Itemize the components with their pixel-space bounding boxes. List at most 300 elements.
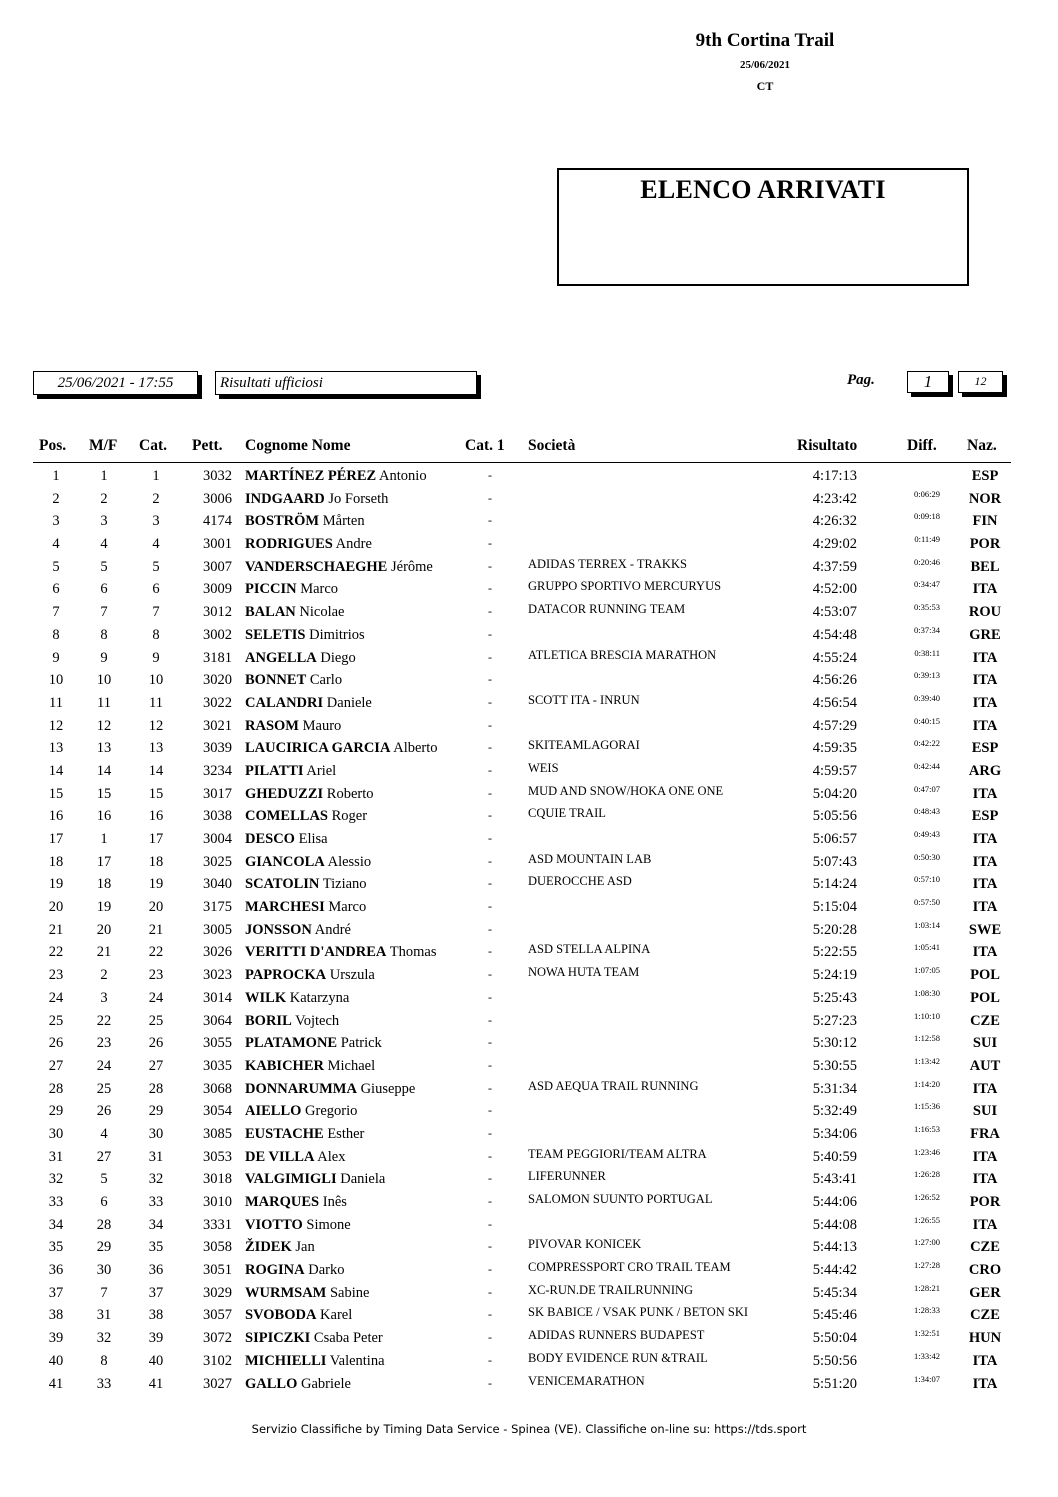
row-category: - — [488, 899, 492, 914]
table-row — [0, 1351, 1058, 1374]
row-result-time: 4:37:59 — [812, 558, 857, 575]
row-result-time: 5:14:24 — [812, 876, 857, 893]
row-bib-number: 3058 — [203, 1239, 232, 1256]
row-gap: 0:06:29 — [914, 488, 940, 499]
row-first-name: Katarzyna — [289, 989, 350, 1006]
row-bib-number: 3006 — [203, 490, 232, 507]
row-gap: 1:28:33 — [914, 1305, 940, 1316]
event-code: CT — [756, 79, 774, 93]
row-gender-rank: 4 — [100, 1125, 108, 1142]
row-gap: 0:50:30 — [914, 851, 940, 862]
page-total: 12 — [958, 371, 1003, 393]
row-category: - — [488, 1171, 492, 1186]
row-category-rank: 18 — [148, 853, 164, 870]
table-row — [0, 942, 1058, 965]
row-surname: GHEDUZZI — [245, 785, 324, 802]
table-row — [0, 874, 1058, 897]
table-row — [0, 693, 1058, 716]
row-result-time: 5:30:12 — [812, 1035, 857, 1052]
row-surname: PILATTI — [245, 762, 304, 779]
row-gap: 0:42:22 — [914, 738, 940, 749]
row-gap: 1:10:10 — [914, 1010, 940, 1021]
row-athlete-name — [245, 718, 341, 735]
row-gap: 0:35:53 — [914, 602, 940, 613]
row-athlete-name — [245, 1013, 339, 1030]
row-position: 12 — [48, 717, 64, 734]
row-category: - — [488, 1057, 492, 1072]
row-gender-rank: 26 — [96, 1103, 112, 1120]
footer-credit: Servizio Classifiche by Timing Data Service - Spinea (VE). Classifiche on-line su: https://tds.sport — [251, 1422, 807, 1436]
row-nationality: CRO — [968, 1262, 1002, 1279]
row-category-rank: 6 — [152, 581, 160, 598]
row-gap: 0:39:13 — [914, 670, 940, 681]
row-result-time: 5:20:28 — [812, 921, 857, 938]
row-gap: 0:38:11 — [914, 647, 940, 658]
table-row — [0, 897, 1058, 920]
row-first-name: Jo Forseth — [328, 490, 389, 507]
row-gap: 0:34:47 — [914, 579, 940, 590]
row-category-rank: 38 — [148, 1307, 164, 1324]
row-category: - — [488, 1375, 492, 1390]
row-nationality: ITA — [972, 717, 998, 734]
row-category: - — [488, 490, 492, 505]
row-nationality: ITA — [972, 785, 998, 802]
row-nationality: ITA — [972, 876, 998, 893]
row-category-rank: 27 — [148, 1057, 164, 1074]
row-category-rank: 1 — [152, 468, 160, 484]
row-category-rank: 14 — [148, 762, 164, 779]
row-result-time: 4:17:13 — [812, 468, 857, 484]
row-surname: RASOM — [245, 717, 299, 734]
row-first-name: Roger — [331, 808, 368, 825]
row-category-rank: 2 — [152, 490, 160, 507]
table-row — [0, 1079, 1058, 1102]
row-club: COMPRESSPORT CRO TRAIL TEAM — [528, 1260, 731, 1275]
page-heading: ELENCO ARRIVATI — [640, 175, 886, 204]
row-position: 32 — [48, 1171, 64, 1188]
row-athlete-name — [245, 1239, 315, 1256]
row-bib-number: 3102 — [203, 1352, 232, 1369]
row-bib-number: 4174 — [203, 513, 232, 530]
table-row — [0, 965, 1058, 988]
row-surname: PAPROCKA — [245, 967, 327, 984]
row-first-name: Alberto — [393, 740, 438, 757]
row-position: 5 — [52, 558, 60, 575]
row-result-time: 5:50:56 — [812, 1352, 857, 1369]
row-result-time: 4:54:48 — [812, 626, 857, 643]
row-category: - — [488, 1216, 492, 1231]
row-nationality: ITA — [972, 853, 998, 870]
row-nationality: ITA — [972, 1171, 998, 1188]
row-category-rank: 3 — [152, 513, 160, 530]
row-surname: COMELLAS — [245, 808, 328, 825]
row-category-rank: 34 — [148, 1216, 164, 1233]
row-gap: 0:37:34 — [914, 624, 940, 635]
table-row — [0, 534, 1058, 557]
table-row — [0, 920, 1058, 943]
row-athlete-name — [245, 876, 367, 893]
row-athlete-name — [245, 627, 365, 644]
row-gender-rank: 19 — [96, 899, 112, 916]
row-result-time: 5:04:20 — [812, 785, 857, 802]
row-bib-number: 3068 — [203, 1080, 232, 1097]
row-surname: VIOTTO — [245, 1216, 303, 1233]
row-first-name: Valentina — [329, 1352, 385, 1369]
row-club: BODY EVIDENCE RUN &TRAIL — [528, 1350, 708, 1365]
row-position: 36 — [48, 1262, 64, 1279]
row-surname: VANDERSCHAEGHE — [245, 558, 388, 575]
row-first-name: Urszula — [329, 967, 375, 984]
row-result-time: 5:44:42 — [812, 1262, 857, 1279]
row-bib-number: 3054 — [203, 1103, 232, 1120]
row-gender-rank: 17 — [96, 853, 112, 870]
row-category-rank: 5 — [152, 558, 160, 575]
row-category-rank: 32 — [148, 1171, 164, 1188]
row-nationality: CZE — [970, 1307, 1000, 1324]
row-category-rank: 26 — [148, 1035, 164, 1052]
row-category: - — [488, 967, 492, 982]
table-row — [0, 761, 1058, 784]
row-gender-rank: 1 — [100, 468, 108, 484]
row-result-time: 5:31:34 — [812, 1080, 857, 1097]
row-position: 37 — [48, 1284, 64, 1301]
row-first-name: Jan — [295, 1239, 315, 1256]
row-position: 17 — [48, 831, 64, 847]
row-category-rank: 35 — [148, 1239, 164, 1256]
row-nationality: SUI — [972, 1103, 998, 1120]
row-gender-rank: 1 — [100, 831, 108, 847]
row-nationality: ITA — [972, 831, 998, 847]
table-row — [0, 1215, 1058, 1238]
row-nationality: ITA — [972, 694, 998, 711]
row-gender-rank: 24 — [96, 1057, 112, 1074]
row-first-name: Alex — [317, 1148, 346, 1165]
row-gender-rank: 10 — [96, 672, 112, 689]
row-position: 40 — [48, 1352, 64, 1369]
row-position: 16 — [48, 808, 64, 825]
row-club: ASD AEQUA TRAIL RUNNING — [528, 1078, 699, 1093]
row-category: - — [488, 785, 492, 800]
row-position: 19 — [48, 876, 64, 893]
row-surname: MARCHESI — [245, 899, 325, 916]
row-surname: LAUCIRICA GARCIA — [245, 740, 391, 757]
row-category: - — [488, 672, 492, 687]
row-nationality: GRE — [969, 626, 1001, 643]
row-gap: 0:48:43 — [914, 806, 940, 817]
row-gap: 1:26:28 — [914, 1169, 940, 1180]
header-pos: Pos. — [39, 437, 67, 454]
row-gender-rank: 32 — [96, 1330, 112, 1347]
row-category-rank: 15 — [148, 785, 164, 802]
row-first-name: Inês — [322, 1194, 347, 1210]
table-row — [0, 1124, 1058, 1147]
row-nationality: ITA — [972, 1216, 998, 1233]
row-first-name: Sabine — [329, 1284, 370, 1301]
row-athlete-name — [245, 990, 349, 1007]
row-club: SK BABICE / VSAK PUNK / BETON SKI — [528, 1305, 749, 1320]
row-category-rank: 9 — [152, 649, 160, 666]
row-category: - — [488, 581, 492, 596]
row-result-time: 5:30:55 — [812, 1057, 857, 1074]
row-nationality: SWE — [968, 921, 1002, 938]
row-athlete-name — [245, 491, 388, 508]
row-result-time: 4:56:54 — [812, 694, 857, 711]
row-bib-number: 3053 — [203, 1148, 232, 1165]
row-position: 18 — [48, 853, 64, 870]
row-category-rank: 7 — [152, 604, 160, 621]
header-nat: Naz. — [967, 437, 997, 454]
row-club: SALOMON SUUNTO PORTUGAL — [528, 1192, 713, 1206]
row-athlete-name — [245, 1103, 357, 1120]
row-gender-rank: 29 — [96, 1239, 112, 1256]
row-gender-rank: 4 — [100, 536, 108, 553]
row-category-rank: 25 — [148, 1012, 164, 1029]
row-first-name: Diego — [320, 649, 356, 666]
row-category-rank: 19 — [148, 876, 164, 893]
row-nationality: HUN — [968, 1330, 1002, 1347]
row-first-name: Gregorio — [305, 1103, 358, 1120]
row-gender-rank: 28 — [96, 1216, 112, 1233]
row-club: ADIDAS TERREX - TRAKKS — [528, 556, 687, 571]
table-row — [0, 1192, 1058, 1215]
row-gap: 1:07:05 — [914, 965, 940, 976]
row-gap: 1:12:58 — [914, 1033, 940, 1044]
row-bib-number: 3018 — [203, 1171, 232, 1188]
row-surname: WILK — [245, 989, 287, 1006]
row-position: 3 — [52, 513, 60, 530]
row-result-time: 5:50:04 — [812, 1330, 857, 1347]
row-gender-rank: 3 — [100, 989, 108, 1006]
row-surname: DE VILLA — [245, 1148, 315, 1165]
row-nationality: POL — [970, 967, 1000, 984]
header-rule — [33, 462, 1011, 463]
row-athlete-name — [245, 581, 338, 598]
row-first-name: Antonio — [379, 468, 427, 484]
row-result-time: 5:34:06 — [812, 1125, 857, 1142]
row-category-rank: 11 — [149, 694, 163, 711]
row-position: 10 — [48, 672, 64, 689]
row-category: - — [488, 1080, 492, 1095]
row-nationality: ITA — [972, 899, 998, 916]
status-box: Risultati ufficiosi — [215, 371, 477, 395]
row-position: 38 — [48, 1307, 64, 1324]
row-category: - — [488, 876, 492, 891]
row-result-time: 5:25:43 — [812, 989, 857, 1006]
row-position: 8 — [52, 626, 60, 643]
row-athlete-name — [245, 854, 371, 871]
row-athlete-name — [245, 831, 328, 848]
row-first-name: Tiziano — [322, 876, 367, 893]
row-gap: 1:33:42 — [914, 1350, 940, 1361]
event-date: 25/06/2021 — [739, 59, 791, 71]
row-surname: AIELLO — [245, 1103, 302, 1120]
row-result-time: 5:15:04 — [812, 899, 857, 916]
row-surname: INDGAARD — [245, 490, 325, 507]
row-bib-number: 3039 — [203, 740, 232, 757]
row-surname: CALANDRI — [245, 694, 324, 711]
row-category: - — [488, 1239, 492, 1254]
row-category: - — [488, 649, 492, 664]
row-nationality: ITA — [972, 944, 998, 961]
row-nationality: NOR — [968, 490, 1002, 507]
row-category-rank: 36 — [148, 1262, 164, 1279]
row-category-rank: 29 — [148, 1103, 164, 1120]
row-surname: ROGINA — [245, 1262, 305, 1279]
row-nationality: CZE — [970, 1012, 1000, 1029]
row-athlete-name — [245, 468, 427, 485]
row-gap: 1:15:36 — [914, 1101, 940, 1112]
row-first-name: Thomas — [389, 944, 437, 961]
row-bib-number: 3064 — [203, 1012, 232, 1029]
row-position: 4 — [52, 536, 60, 553]
row-result-time: 5:05:56 — [812, 808, 857, 825]
row-club: DUEROCCHE ASD — [528, 874, 632, 889]
row-result-time: 4:23:42 — [812, 490, 857, 507]
row-gender-rank: 14 — [96, 762, 112, 779]
row-surname: PLATAMONE — [245, 1035, 338, 1052]
row-gap: 1:23:46 — [914, 1146, 940, 1157]
row-athlete-name — [245, 944, 437, 961]
row-nationality: ARG — [968, 762, 1002, 779]
row-athlete-name — [245, 1149, 345, 1166]
row-first-name: Simone — [306, 1216, 351, 1233]
timestamp-box: 25/06/2021 - 17:55 — [33, 371, 198, 395]
row-gender-rank: 9 — [100, 649, 108, 666]
row-position: 7 — [52, 604, 60, 621]
row-nationality: ITA — [972, 581, 998, 598]
table-row — [0, 625, 1058, 648]
row-athlete-name — [245, 922, 351, 939]
row-position: 39 — [48, 1330, 64, 1347]
row-gender-rank: 21 — [96, 944, 112, 961]
row-club: DATACOR RUNNING TEAM — [528, 602, 686, 617]
row-gender-rank: 8 — [100, 1352, 108, 1369]
row-bib-number: 3012 — [203, 604, 232, 621]
row-first-name: Esther — [327, 1125, 365, 1142]
row-result-time: 5:44:08 — [812, 1216, 857, 1233]
row-gender-rank: 25 — [96, 1080, 112, 1097]
row-surname: MARQUES — [245, 1194, 320, 1210]
row-athlete-name — [245, 650, 356, 667]
row-gap: 1:26:55 — [914, 1214, 940, 1225]
row-athlete-name — [245, 513, 365, 530]
row-gap: 0:11:49 — [914, 534, 940, 545]
row-gap: 1:05:41 — [914, 942, 940, 953]
row-gap: 0:47:07 — [914, 783, 940, 794]
row-surname: MICHIELLI — [245, 1352, 327, 1369]
row-nationality: BEL — [970, 558, 1000, 575]
row-bib-number: 3175 — [203, 899, 232, 916]
row-category: - — [488, 1262, 492, 1277]
row-bib-number: 3057 — [203, 1307, 232, 1324]
table-row — [0, 738, 1058, 761]
row-first-name: Gabriele — [301, 1375, 351, 1392]
row-athlete-name — [245, 1307, 352, 1324]
row-surname: GALLO — [245, 1375, 298, 1392]
row-result-time: 4:55:24 — [812, 649, 857, 666]
row-athlete-name — [245, 672, 342, 689]
row-result-time: 5:44:13 — [812, 1239, 857, 1256]
row-nationality: FRA — [970, 1125, 1000, 1142]
table-row — [0, 806, 1058, 829]
row-gap: 1:03:14 — [914, 919, 940, 930]
row-category: - — [488, 808, 492, 823]
row-nationality: ITA — [972, 1352, 998, 1369]
table-row — [0, 489, 1058, 512]
row-surname: SELETIS — [245, 626, 306, 643]
row-result-time: 5:40:59 — [812, 1148, 857, 1165]
row-nationality: ITA — [972, 1148, 998, 1165]
row-club: LIFERUNNER — [528, 1169, 606, 1184]
row-first-name: Dimitrios — [309, 626, 365, 643]
row-result-time: 5:43:41 — [812, 1171, 857, 1188]
row-category-rank: 21 — [148, 921, 164, 938]
row-surname: EUSTACHE — [245, 1125, 324, 1142]
table-row — [0, 1328, 1058, 1351]
table-row — [0, 1260, 1058, 1283]
row-bib-number: 3027 — [203, 1375, 232, 1392]
row-category-rank: 8 — [152, 626, 160, 643]
row-athlete-name — [245, 695, 372, 712]
row-gap: 1:34:07 — [914, 1373, 940, 1384]
row-surname: SVOBODA — [245, 1307, 317, 1324]
row-bib-number: 3035 — [203, 1057, 232, 1074]
row-surname: BONNET — [245, 672, 307, 689]
table-row — [0, 670, 1058, 693]
row-first-name: Csaba Peter — [313, 1330, 383, 1347]
row-bib-number: 3029 — [203, 1284, 232, 1301]
row-position: 23 — [48, 967, 64, 984]
row-surname: RODRIGUES — [245, 536, 333, 553]
row-gap: 1:27:28 — [914, 1260, 940, 1271]
row-gap: 1:13:42 — [914, 1055, 940, 1066]
table-row — [0, 1101, 1058, 1124]
row-surname: GIANCOLA — [245, 853, 325, 870]
row-position: 6 — [52, 581, 60, 598]
row-surname: WURMSAM — [245, 1284, 327, 1301]
row-club: SKITEAMLAGORAI — [528, 738, 640, 753]
row-surname: DONNARUMMA — [245, 1080, 357, 1097]
table-row — [0, 466, 1058, 489]
header-diff: Diff. — [907, 437, 937, 454]
row-position: 21 — [48, 921, 64, 938]
table-row — [0, 988, 1058, 1011]
header-name: Cognome Nome — [245, 437, 351, 454]
row-nationality: CZE — [970, 1239, 1000, 1256]
row-position: 28 — [48, 1080, 64, 1097]
table-row — [0, 716, 1058, 739]
row-result-time: 4:57:29 — [812, 717, 857, 734]
row-athlete-name — [245, 1035, 382, 1052]
table-row — [0, 557, 1058, 580]
row-position: 2 — [52, 490, 60, 507]
row-category-rank: 12 — [148, 717, 164, 734]
header-mf: M/F — [89, 437, 118, 454]
row-athlete-name — [245, 1171, 385, 1188]
row-result-time: 5:45:46 — [812, 1307, 857, 1324]
row-result-time: 5:27:23 — [812, 1012, 857, 1029]
row-surname: VALGIMIGLI — [245, 1171, 337, 1188]
table-row — [0, 511, 1058, 534]
row-category: - — [488, 853, 492, 868]
row-athlete-name — [245, 1262, 345, 1279]
row-surname: BORIL — [245, 1012, 292, 1029]
row-club: WEIS — [528, 760, 559, 775]
row-category-rank: 39 — [148, 1330, 164, 1347]
row-club: GRUPPO SPORTIVO MERCURYUS — [528, 579, 722, 594]
row-gap: 0:42:44 — [914, 760, 940, 771]
row-nationality: FIN — [972, 513, 998, 530]
